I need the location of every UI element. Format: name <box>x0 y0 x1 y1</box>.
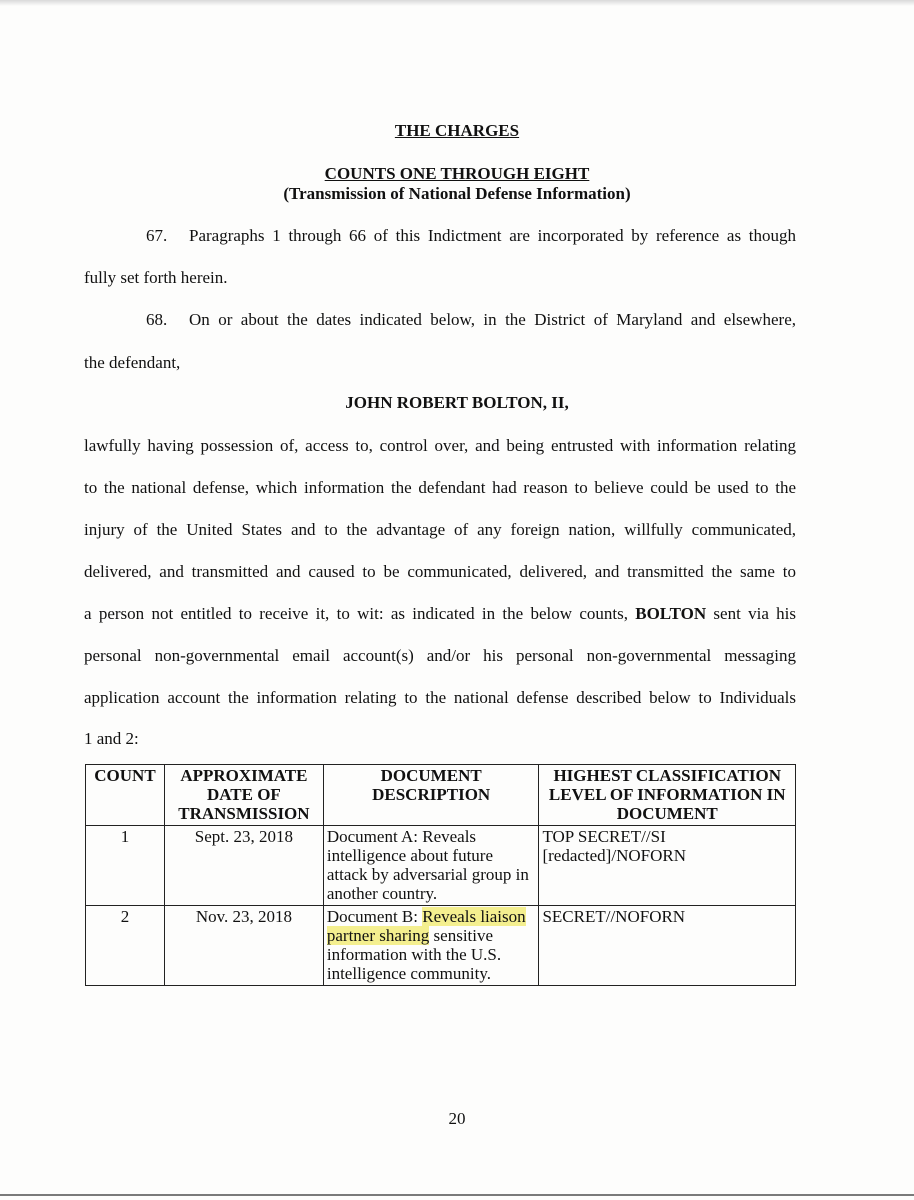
paragraph-68-line: personal non-governmental email account(s) and/or his personal non-governmental messaging <box>84 646 796 665</box>
cell-count: 2 <box>86 906 165 986</box>
paragraph-68-line: the defendant, <box>84 353 181 372</box>
paragraph-68-line: application account the information relating to the national defense described below to Individuals <box>84 688 796 707</box>
cell-description: Document A: Reveals intelligence about future attack by adversarial group in another country. <box>323 826 539 906</box>
paragraph-68-text: sent via his <box>713 604 796 623</box>
scan-top-edge <box>0 0 914 6</box>
paragraph-68-line: injury of the United States and to the advantage of any foreign nation, willfully communicated, <box>84 520 796 539</box>
paragraph-68-line: to the national defense, which information the defendant had reason to believe could be used to the <box>84 478 796 497</box>
cell-classification: TOP SECRET//SI [redacted]/NOFORN <box>539 826 796 906</box>
defendant-name: JOHN ROBERT BOLTON, II, <box>345 393 569 412</box>
cell-date: Nov. 23, 2018 <box>164 906 323 986</box>
counts-table <box>85 764 796 986</box>
section-title: THE CHARGES <box>394 121 520 140</box>
cell-date: Sept. 23, 2018 <box>164 826 323 906</box>
paragraph-67-line: Paragraphs 1 through 66 of this Indictment are incorporated by reference as though <box>189 226 796 245</box>
cell-description <box>323 906 539 986</box>
header-date: APPROXIMATE DATE OF TRANSMISSION <box>164 765 323 826</box>
table-row <box>86 906 796 986</box>
description-text: Document B: <box>326 907 418 926</box>
cell-count: 1 <box>86 826 165 906</box>
counts-subtitle: (Transmission of National Defense Information) <box>283 184 631 203</box>
page-number: 20 <box>448 1109 466 1128</box>
highlighted-text: Reveals liaison partner sharing <box>326 907 526 945</box>
scan-bottom-edge <box>0 1194 914 1196</box>
table-header-row <box>86 765 796 826</box>
counts-title: COUNTS ONE THROUGH EIGHT <box>324 164 590 183</box>
paragraph-68-text: a person not entitled to receive it, to wit: as indicated in the below counts, <box>84 604 628 623</box>
bolton-name: BOLTON <box>635 604 707 623</box>
paragraph-68-number: 68. <box>146 310 168 329</box>
paragraph-67-line: fully set forth herein. <box>84 268 228 287</box>
table-row <box>86 826 796 906</box>
header-description: DOCUMENT DESCRIPTION <box>323 765 539 826</box>
description-text: sensitive information with the U.S. intelligence community. <box>326 926 502 983</box>
paragraph-67-number: 67. <box>146 226 168 245</box>
cell-classification: SECRET//NOFORN <box>539 906 796 986</box>
paragraph-68-line: 1 and 2: <box>84 729 139 748</box>
header-count: COUNT <box>86 765 165 826</box>
paragraph-68-line <box>84 604 796 624</box>
paragraph-68-line: lawfully having possession of, access to, control over, and being entrusted with information relating <box>84 436 796 455</box>
paragraph-68-line: On or about the dates indicated below, in the District of Maryland and elsewhere, <box>189 310 796 329</box>
paragraph-68-line: delivered, and transmitted and caused to be communicated, delivered, and transmitted the same to <box>84 562 796 581</box>
header-classification: HIGHEST CLASSIFICATION LEVEL OF INFORMATION IN DOCUMENT <box>539 765 796 826</box>
